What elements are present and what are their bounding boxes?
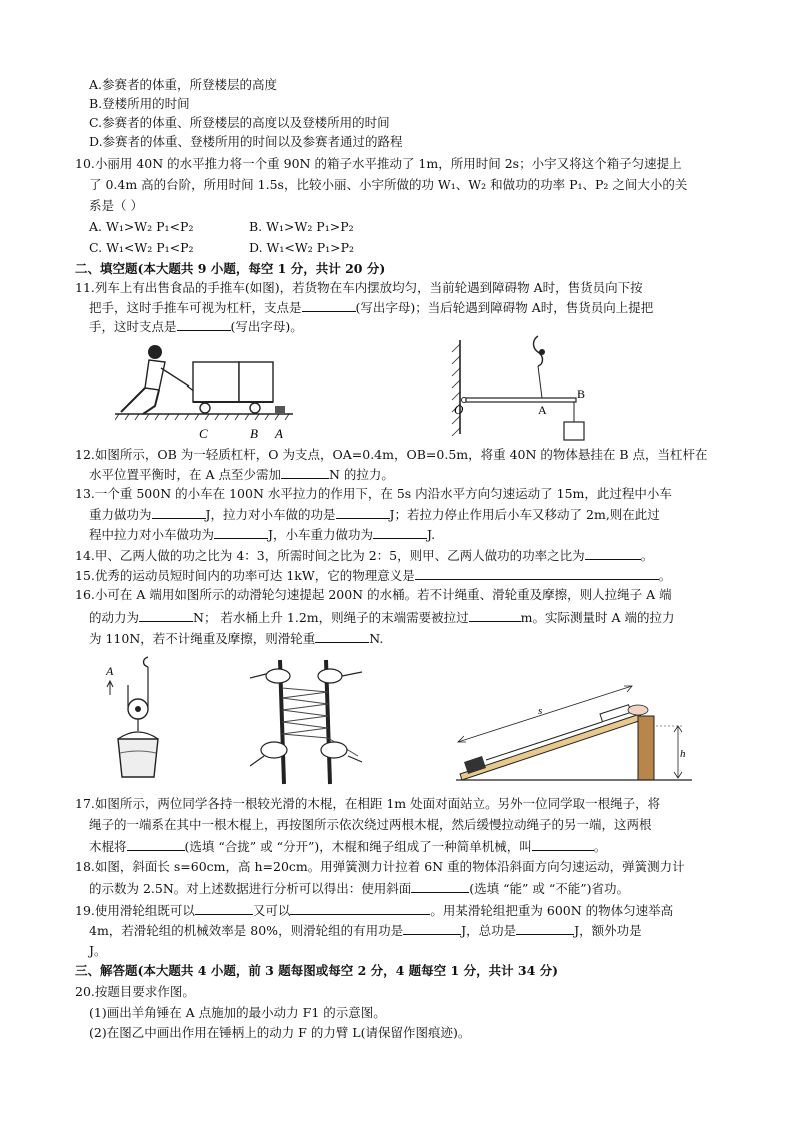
q16-line1: 16.小可在 A 端用如图所示的动滑轮匀速提起 200N 的水桶。若不计绳重、滑轮重及摩擦，则人拉绳子 A 端 bbox=[75, 587, 672, 602]
label-b: B bbox=[577, 387, 586, 401]
answer-blank[interactable] bbox=[152, 506, 206, 519]
answer-blank[interactable] bbox=[177, 318, 231, 331]
rope-windings bbox=[282, 688, 358, 756]
q10-option-b: B. W₁>W₂ P₁>P₂ bbox=[249, 219, 354, 234]
incline-board bbox=[460, 714, 642, 780]
q10-line3: 系是（ ） bbox=[89, 198, 143, 213]
hanging-weight bbox=[564, 422, 584, 440]
front-wheel bbox=[250, 403, 260, 413]
q9-option-c: C.参赛者的体重、所登楼层的高度以及登楼所用的时间 bbox=[89, 115, 390, 130]
q13-line1: 13.一个重 500N 的小车在 100N 水平拉力的作用下，在 5s 内沿水平方向匀速运动了 15m，此过程中小车 bbox=[75, 486, 672, 501]
support-block bbox=[638, 716, 654, 780]
q18-line2: 的示数为 2.5N。对上述数据进行分析可以得出：使用斜面 (选填 “能” 或 “不能”)省功。 bbox=[89, 881, 630, 896]
incline-figure bbox=[452, 680, 700, 785]
answer-blank[interactable] bbox=[214, 526, 268, 539]
cart-box-right bbox=[239, 362, 273, 402]
hand-bottom-right bbox=[321, 742, 347, 758]
label-s: s bbox=[538, 705, 543, 717]
q16-line2: 的动力为 N； 若水桶上升 1.2m，则绳子的末端需要被拉过 m。实际测量时 A 端的拉力 bbox=[89, 610, 675, 625]
answer-blank[interactable] bbox=[302, 299, 356, 312]
label-b: B bbox=[250, 426, 258, 441]
answer-blank[interactable] bbox=[127, 838, 185, 851]
q11-line1: 11.列车上有出售食品的手推车(如图)，若货物在车内摆放均匀，当前轮遇到障碍物 A时，售货员向下按 bbox=[75, 280, 643, 295]
bucket bbox=[118, 739, 158, 777]
q9-option-b: B.登楼所用的时间 bbox=[89, 96, 190, 111]
q19-line2: 4m，若滑轮组的机械效率是 80%，则滑轮组的有用功是 J，总功是 J，额外功是 bbox=[89, 923, 642, 938]
answer-blank[interactable] bbox=[411, 880, 469, 893]
answer-blank[interactable] bbox=[585, 547, 641, 560]
person-body bbox=[145, 360, 165, 390]
label-h: h bbox=[680, 748, 686, 760]
ceiling-hook bbox=[144, 657, 149, 667]
q17-line3: 木棍将 (选填 “合拢” 或 “分开”)，木棍和绳子组成了一种简单机械，叫 。 bbox=[89, 839, 607, 854]
answer-blank[interactable] bbox=[415, 567, 659, 580]
answer-blank[interactable] bbox=[290, 902, 430, 915]
q15-line: 15.优秀的运动员短时间内的功率可达 1kW，它的物理意义是 。 bbox=[75, 568, 672, 583]
answer-blank[interactable] bbox=[403, 922, 461, 935]
hand-top-right bbox=[318, 669, 342, 683]
q10-line1: 10.小丽用 40N 的水平推力将一个重 90N 的箱子水平推动了 1m，所用时间 2s；小宇又将这个箱子匀速提上 bbox=[75, 156, 682, 171]
q9-option-d: D.参赛者的体重、登楼所用的时间以及参赛者通过的路程 bbox=[89, 134, 403, 149]
lever-bar bbox=[466, 398, 576, 402]
q12-line2: 水平位置平衡时，在 A 点至少需加 N 的拉力。 bbox=[89, 467, 394, 482]
cart-figure bbox=[115, 340, 295, 442]
q10-option-c: C. W₁<W₂ P₁<P₂ bbox=[89, 240, 194, 255]
q10-option-d: D. W₁<W₂ P₁>P₂ bbox=[249, 240, 355, 255]
section-3-title: 三、解答题(本大题共 4 小题，前 3 题每图或每空 2 分，4 题每空 1 分，共计 34 分) bbox=[75, 963, 559, 978]
bucket-handle bbox=[118, 732, 158, 739]
hand-bottom-left bbox=[261, 742, 287, 758]
q20-line1: 20.按题目要求作图。 bbox=[75, 984, 195, 999]
label-a: A bbox=[538, 403, 547, 417]
sticks-rope-figure bbox=[250, 658, 366, 786]
answer-blank[interactable] bbox=[469, 609, 521, 622]
q12-line1: 12.如图所示，OB 为一轻质杠杆，O 为支点，OA=0.4m，OB=0.5m，将重 40N 的物体悬挂在 B 点，当杠杆在 bbox=[75, 447, 708, 462]
q19-line1: 19.使用滑轮组既可以 又可以 。用某滑轮组把重为 600N 的物体匀速举高 bbox=[75, 903, 674, 918]
answer-blank[interactable] bbox=[195, 902, 253, 915]
rear-wheel bbox=[200, 403, 210, 413]
q18-line1: 18.如图，斜面长 s=60cm，高 h=20cm。用弹簧测力计拉着 6N 重的物体沿斜面方向匀速运动，弹簧测力计 bbox=[75, 859, 685, 874]
q11-line3: 手，这时支点是 (写出字母)。 bbox=[89, 319, 303, 334]
cart-box-left bbox=[193, 362, 239, 402]
answer-blank[interactable] bbox=[532, 838, 594, 851]
section-2-title: 二、填空题(本大题共 9 小题，每空 1 分，共计 20 分) bbox=[75, 261, 386, 276]
q13-line3: 程中拉力对小车做功为 J，小车重力做功为 J. bbox=[89, 527, 436, 542]
answer-blank[interactable] bbox=[516, 922, 574, 935]
q17-line1: 17.如图所示，两位同学各持一根较光滑的木棍，在相距 1m 处面对面站立。另外一位同学取一根绳子，将 bbox=[75, 796, 661, 811]
hand bbox=[628, 705, 648, 715]
q14-line: 14.甲、乙两人做的功之比为 4：3，所需时间之比为 2：5，则甲、乙两人做功的功率之比为 。 bbox=[75, 548, 654, 563]
person-head bbox=[148, 345, 162, 359]
q11-line2: 把手，这时手推车可视为杠杆，支点是 (写出字母)；当后轮遇到障碍物 A时，售货员向上提把 bbox=[89, 300, 654, 315]
pulley-figure bbox=[104, 655, 174, 785]
answer-blank[interactable] bbox=[336, 506, 390, 519]
lever-figure bbox=[440, 330, 600, 442]
q9-option-a: A.参赛者的体重，所登楼层的高度 bbox=[89, 77, 278, 92]
q17-line2: 绳子的一端系在其中一根木棍上，再按图所示依次绕过两根木棍，然后缓慢拉动绳子的另一端，这两根 bbox=[89, 817, 652, 832]
label-a: A bbox=[106, 664, 114, 678]
label-a: A bbox=[275, 426, 283, 441]
label-c: C bbox=[199, 426, 208, 441]
hand-top-left bbox=[266, 669, 290, 683]
q10-line2: 了 0.4m 高的台阶，所用时间 1.5s，比较小丽、小宇所做的功 W₁、W₂ 和做功的功率 P₁、P₂ 之间大小的关 bbox=[89, 177, 688, 192]
q10-option-a: A. W₁>W₂ P₁<P₂ bbox=[89, 219, 194, 234]
label-o: O bbox=[454, 402, 464, 417]
q16-line3: 为 110N，若不计绳重及摩擦，则滑轮重 N. bbox=[89, 631, 384, 646]
answer-blank[interactable] bbox=[139, 609, 193, 622]
answer-blank[interactable] bbox=[281, 466, 329, 479]
obstacle-a bbox=[275, 406, 285, 413]
answer-blank[interactable] bbox=[315, 630, 369, 643]
q20-line3: (2)在图乙中画出作用在锤柄上的动力 F 的力臂 L(请保留作图痕迹)。 bbox=[89, 1025, 471, 1040]
q20-line2: (1)画出羊角锤在 A 点施加的最小动力 F1 的示意图。 bbox=[89, 1005, 386, 1020]
q19-line3: J。 bbox=[89, 943, 107, 958]
answer-blank[interactable] bbox=[373, 526, 427, 539]
q13-line2: 重力做功为 J，拉力对小车做的功是 J；若拉力停止作用后小车又移动了 2m,则在此过 bbox=[89, 507, 660, 522]
